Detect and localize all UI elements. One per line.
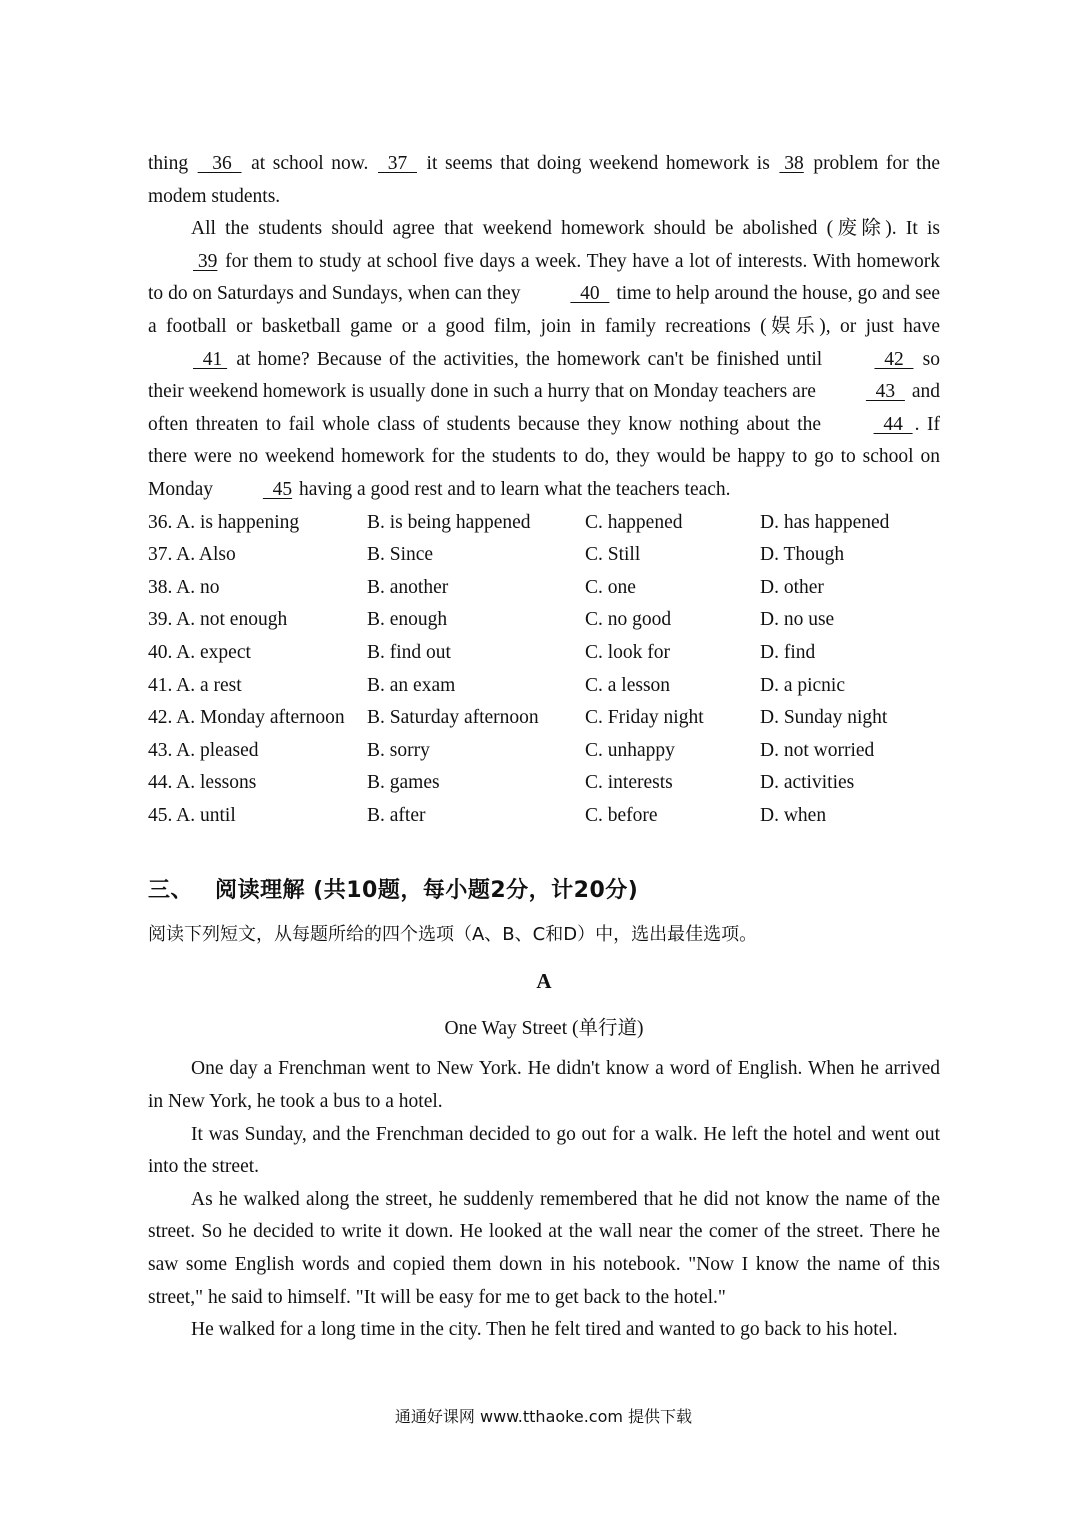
option-b: B. Saturday afternoon — [367, 707, 539, 729]
option-c: C. look for — [585, 641, 671, 663]
cloze-paragraph: thing 36 at school now. 37 it seems that doing weekend homework is 38 problem for the modem students. — [148, 148, 940, 213]
option-c: C. a lesson — [585, 674, 671, 696]
section-number: 三、 — [148, 878, 194, 904]
passage-title: One Way Street (单行道) — [444, 1018, 644, 1040]
option-d: D. activities — [760, 772, 855, 794]
option-d: D. not worried — [760, 739, 875, 761]
option-d: D. no use — [760, 609, 835, 631]
passage-paragraph: He walked for a long time in the city. Then he felt tired and wanted to go back to his hotel. — [191, 1319, 898, 1341]
blank-44: 44 — [873, 413, 913, 435]
option-row — [148, 702, 940, 735]
option-c: C. unhappy — [585, 739, 675, 761]
option-row — [148, 539, 940, 572]
option-row — [148, 604, 940, 637]
option-row — [148, 507, 940, 540]
option-row — [148, 767, 940, 800]
reading-passage — [148, 1053, 940, 1346]
option-a: 43. A. pleased — [148, 739, 259, 761]
blank-37: 37 — [377, 153, 417, 174]
option-b: B. another — [367, 576, 449, 598]
option-a: 39. A. not enough — [148, 609, 288, 631]
blank-43: 43 — [865, 381, 905, 403]
page-content — [148, 148, 940, 1347]
option-a: 44. A. lessons — [148, 772, 257, 794]
section-instruction: 阅读下列短文，从每题所给的四个选项（A、B、C和D）中，选出最佳选项。 — [148, 924, 758, 946]
option-row — [148, 735, 940, 768]
option-b: B. enough — [367, 609, 448, 631]
option-c: C. before — [585, 804, 658, 826]
option-a: 45. A. until — [148, 804, 236, 826]
option-a: 38. A. no — [148, 576, 220, 598]
option-c: C. Still — [585, 544, 641, 566]
option-b: B. sorry — [367, 739, 430, 761]
passage-paragraph: As he walked along the street, he suddenly remembered that he did not know the name of the street. So he decided to write it down. He looked at the wall near the comer of the street. There he saw some English words and copied them down in his notebook. "Now I know the name of this street," he said to himself. "It will be easy for me to get back to the hotel." — [148, 1188, 940, 1308]
option-b: B. Since — [367, 544, 434, 566]
passage-paragraph: One day a Frenchman went to New York. He didn't know a word of English. When he arrived in New York, he took a bus to a hotel. — [148, 1058, 940, 1113]
option-c: C. no good — [585, 609, 672, 631]
option-d: D. when — [760, 804, 827, 826]
option-d: D. a picnic — [760, 674, 846, 696]
passage-paragraph: It was Sunday, and the Frenchman decided to go out for a walk. He left the hotel and went out into the street. — [148, 1123, 940, 1178]
blank-41: 41 — [193, 348, 228, 370]
blank-42: 42 — [874, 348, 914, 370]
option-a: 41. A. a rest — [148, 674, 242, 696]
option-c: C. interests — [585, 772, 673, 794]
option-b: B. after — [367, 804, 426, 826]
option-a: 36. A. is happening — [148, 511, 300, 533]
option-b: B. an exam — [367, 674, 456, 696]
option-a: 37. A. Also — [148, 544, 236, 566]
option-b: B. is being happened — [367, 511, 531, 533]
option-b: B. games — [367, 772, 440, 794]
blank-38: 38 — [779, 153, 804, 174]
option-row — [148, 670, 940, 703]
option-d: D. find — [760, 641, 816, 663]
option-a: 40. A. expect — [148, 641, 251, 663]
section-title: 阅读理解 (共10题，每小题2分，计20分) — [215, 878, 639, 904]
option-d: D. Sunday night — [760, 707, 888, 729]
option-row — [148, 637, 940, 670]
blank-45: 45 — [262, 478, 293, 500]
page-footer: 通通好课网 www.tthaoke.com 提供下载 — [394, 1407, 693, 1426]
section-heading — [148, 875, 940, 907]
option-a: 42. A. Monday afternoon — [148, 707, 345, 729]
option-row — [148, 572, 940, 605]
blank-39: 39 — [193, 250, 218, 272]
blank-40: 40 — [570, 283, 610, 305]
option-b: B. find out — [367, 641, 451, 663]
cloze-options — [148, 507, 940, 833]
blank-36: 36 — [197, 153, 242, 174]
option-d: D. Though — [760, 544, 845, 566]
option-d: D. other — [760, 576, 824, 598]
option-c: C. happened — [585, 511, 683, 533]
option-d: D. has happened — [760, 511, 890, 533]
passage-label: A — [536, 969, 552, 994]
option-c: C. Friday night — [585, 707, 704, 729]
option-c: C. one — [585, 576, 636, 598]
option-row — [148, 800, 940, 833]
cloze-paragraph: All the students should agree that weekend homework should be abolished (废除). It is 39 for them to study at school five days a week. They have a lot of interests. With homework to do on Saturdays and Sundays, when can they 40 time to help around the house, go and see a football or basketball game or a good film, join in family recreations (娱乐), or just have 41 at home? Because of the activities, the homework can't be finished until 42 so their weekend homework is usually done in such a hurry that on Monday teachers are 43 and often threaten to fail whole class of students because they know nothing about the 44 . If there were no weekend homework for the students to do, they would be happy to go to school on Monday 45 having a good rest and to learn what the teachers teach. — [148, 213, 940, 506]
cloze-passage — [148, 148, 940, 507]
